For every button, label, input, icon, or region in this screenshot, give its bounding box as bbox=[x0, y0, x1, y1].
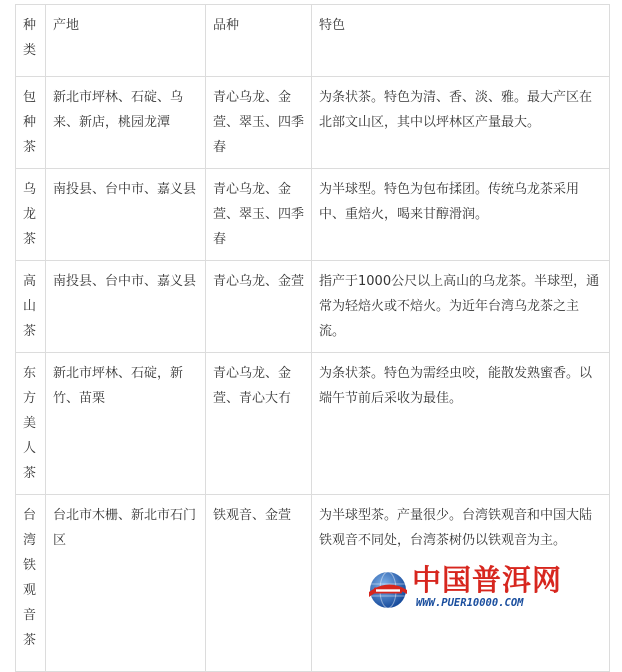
watermark-brand-text: 中国普洱网 bbox=[412, 563, 563, 597]
cell-features: 为条状茶。特色为清、香、淡、雅。最大产区在北部文山区，其中以坪林区产量最大。 bbox=[312, 77, 610, 169]
cell-origin: 台北市木栅、新北市石门区 bbox=[46, 495, 206, 672]
cell-origin: 南投县、台中市、嘉义县 bbox=[46, 169, 206, 261]
header-type: 种类 bbox=[16, 5, 46, 77]
cell-origin: 新北市坪林、石碇、乌来、新店，桃园龙潭 bbox=[46, 77, 206, 169]
cell-type: 包种茶 bbox=[16, 77, 46, 169]
cell-cultivar: 铁观音、金萱 bbox=[206, 495, 312, 672]
table-row bbox=[16, 169, 610, 261]
cell-type: 乌龙茶 bbox=[16, 169, 46, 261]
cell-type: 高山茶 bbox=[16, 261, 46, 353]
cell-origin: 新北市坪林、石碇，新竹、苗栗 bbox=[46, 353, 206, 495]
cell-cultivar: 青心乌龙、金萱、翠玉、四季春 bbox=[206, 77, 312, 169]
cell-cultivar: 青心乌龙、金萱 bbox=[206, 261, 312, 353]
header-origin: 产地 bbox=[46, 5, 206, 77]
cell-features: 为条状茶。特色为需经虫咬，能散发熟蜜香。以端午节前后采收为最佳。 bbox=[312, 353, 610, 495]
table-row bbox=[16, 77, 610, 169]
table-row bbox=[16, 353, 610, 495]
cell-origin: 南投县、台中市、嘉义县 bbox=[46, 261, 206, 353]
cell-features: 为半球型。特色为包布揉团。传统乌龙茶采用中、重焙火，喝来甘醇滑润。 bbox=[312, 169, 610, 261]
header-features: 特色 bbox=[312, 5, 610, 77]
cell-cultivar: 青心乌龙、金萱、青心大冇 bbox=[206, 353, 312, 495]
cell-features: 为半球型茶。产量很少。台湾铁观音和中国大陆铁观音不同处，台湾茶树仍以铁观音为主。 bbox=[312, 495, 610, 672]
watermark-url-text: WWW.PUER10000.COM bbox=[416, 597, 524, 609]
globe-logo-icon bbox=[368, 570, 408, 610]
cell-features: 指产于1000公尺以上高山的乌龙茶。半球型，通常为轻焙火或不焙火。为近年台湾乌龙茶之主流。 bbox=[312, 261, 610, 353]
table-header-row bbox=[16, 5, 610, 77]
cell-type: 台湾铁观音茶 bbox=[16, 495, 46, 672]
table-row bbox=[16, 261, 610, 353]
site-watermark bbox=[368, 563, 578, 612]
cell-type: 东方美人茶 bbox=[16, 353, 46, 495]
header-cultivar: 品种 bbox=[206, 5, 312, 77]
cell-cultivar: 青心乌龙、金萱、翠玉、四季春 bbox=[206, 169, 312, 261]
